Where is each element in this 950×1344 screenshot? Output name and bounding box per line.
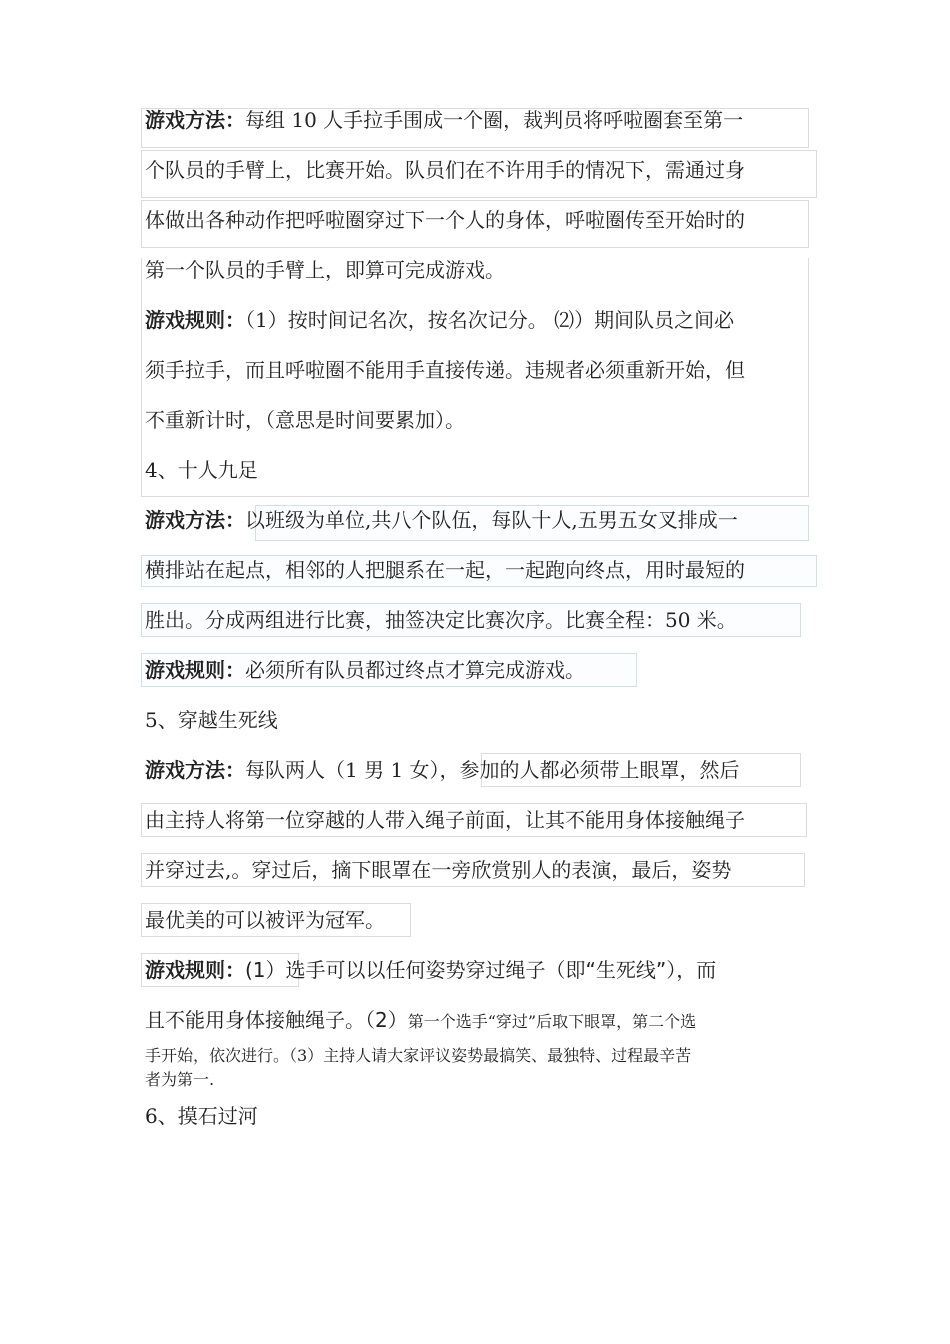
s4-method-line-2: 横排站在起点，相邻的人把腿系在一起，一起跑向终点，用时最短的 [145, 558, 745, 582]
s5-method-line-4: 最优美的可以被评为冠军。 [145, 908, 385, 932]
s3-method-line-3: 体做出各种动作把呼啦圈穿过下一个人的身体，呼啦圈传至开始时的 [145, 208, 745, 232]
s5-method-label: 游戏方法： [145, 758, 245, 782]
s3-rules-line-3: 不重新计时，（意思是时间要累加）。 [145, 408, 465, 432]
s3-method-label: 游戏方法： [145, 108, 245, 132]
s3-rules-label: 游戏规则： [145, 308, 245, 332]
s6-heading: 6、摸石过河 [145, 1104, 258, 1128]
s5-rules-line-3: 手开始，依次进行。（3）主持人请大家评议姿势最搞笑、最独特、过程最辛苦 [145, 1046, 692, 1065]
s5-rules-line-1: 游戏规则：(1）选手可以以任何姿势穿过绳子（即“生死线”），而 [145, 958, 717, 982]
s4-rules-label: 游戏规则： [145, 658, 245, 682]
s5-rules-line-2: 且不能用身体接触绳子。（2）第一个选手“穿过”后取下眼罩，第二个选 [145, 1008, 697, 1032]
s3-method-line-1: 游戏方法：每组 10 人手拉手围成一个圈，裁判员将呼啦圈套至第一 [145, 108, 744, 132]
s5-method-line-2: 由主持人将第一位穿越的人带入绳子前面，让其不能用身体接触绳子 [145, 808, 745, 832]
s5-method-line-1: 游戏方法：每队两人（1 男 1 女），参加的人都必须带上眼罩，然后 [145, 758, 740, 782]
s4-method-label: 游戏方法： [145, 508, 245, 532]
s3-method-line-4: 第一个队员的手臂上，即算可完成游戏。 [145, 258, 505, 282]
s3-method-line-2: 个队员的手臂上，比赛开始。队员们在不许用手的情况下，需通过身 [145, 158, 745, 182]
s3-rules-line-1: 游戏规则：（1）按时间记名次，按名次记分。 ⑵）期间队员之间必 [145, 308, 735, 332]
s5-rules-label: 游戏规则： [145, 958, 245, 982]
s3-rules-line-2: 须手拉手，而且呼啦圈不能用手直接传递。违规者必须重新开始，但 [145, 358, 745, 382]
s5-method-line-3: 并穿过去,。穿过后，摘下眼罩在一旁欣赏别人的表演，最后，姿势 [145, 858, 732, 882]
s4-heading: 4、十人九足 [145, 458, 258, 482]
s4-method-line-1: 游戏方法：以班级为单位,共八个队伍，每队十人,五男五女叉排成一 [145, 508, 738, 532]
s4-method-line-3: 胜出。分成两组进行比赛，抽签决定比赛次序。比赛全程：50 米。 [145, 608, 737, 632]
s4-rules-line: 游戏规则：必须所有队员都过终点才算完成游戏。 [145, 658, 585, 682]
s5-heading: 5、穿越生死线 [145, 708, 278, 732]
s5-rules-line-4: 者为第一. [145, 1070, 215, 1089]
